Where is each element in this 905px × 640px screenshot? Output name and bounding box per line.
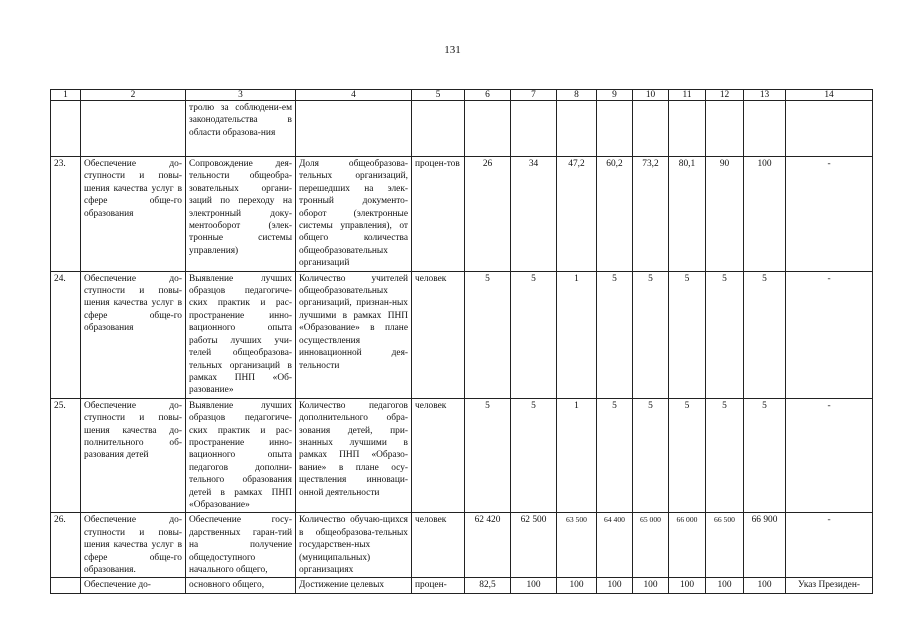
value-cell: 5	[633, 398, 669, 513]
indicator-cell: Количество педагогов дополнительного обра-зования детей, при-знанных лучшими в рамках ПНП «Образо-вание» в плане осу-ществления инноваци-онной деятельности	[296, 398, 412, 513]
column-number: 1	[51, 90, 81, 101]
value-cell: 5	[669, 271, 706, 398]
basis-cell: -	[786, 398, 873, 513]
value-cell	[706, 101, 744, 157]
row-number: 25.	[51, 398, 81, 513]
row-number: 23.	[51, 157, 81, 272]
column-number: 12	[706, 90, 744, 101]
value-cell: 100	[744, 157, 786, 272]
goal-cell: Обеспечение до-ступности и повы-шения качества услуг в сфере обще-го образования	[81, 271, 186, 398]
activity-cell: тролю за соблюдени-ем законодательства в области образова-ния	[186, 101, 296, 157]
value-cell: 65 000	[633, 513, 669, 578]
row-number	[51, 101, 81, 157]
column-number: 14	[786, 90, 873, 101]
value-cell: 100	[597, 578, 633, 593]
value-cell: 60,2	[597, 157, 633, 272]
value-cell: 47,2	[557, 157, 597, 272]
value-cell: 5	[744, 398, 786, 513]
indicator-cell: Достижение целевых	[296, 578, 412, 593]
value-cell: 62 420	[465, 513, 511, 578]
value-cell: 5	[706, 271, 744, 398]
value-cell: 5	[706, 398, 744, 513]
value-cell: 100	[633, 578, 669, 593]
value-cell: 66 500	[706, 513, 744, 578]
value-cell: 63 500	[557, 513, 597, 578]
basis-cell: -	[786, 271, 873, 398]
value-cell: 100	[669, 578, 706, 593]
value-cell: 100	[557, 578, 597, 593]
value-cell	[465, 101, 511, 157]
page-number: 131	[444, 44, 461, 56]
goal-cell: Обеспечение до-	[81, 578, 186, 593]
value-cell	[557, 101, 597, 157]
value-cell: 64 400	[597, 513, 633, 578]
basis-cell	[786, 101, 873, 157]
unit-cell: процен-тов	[412, 157, 465, 272]
value-cell	[597, 101, 633, 157]
column-number-header-row	[51, 90, 873, 101]
unit-cell: человек	[412, 513, 465, 578]
indicator-table	[50, 89, 873, 594]
goal-cell: Обеспечение до-ступности и повы-шения качества услуг в сфере обще-го образования.	[81, 513, 186, 578]
value-cell: 80,1	[669, 157, 706, 272]
column-number: 6	[465, 90, 511, 101]
value-cell: 82,5	[465, 578, 511, 593]
activity-cell: Сопровождение дея-тельности общеобра-зовательных органи-заций по переходу на электронный доку-ментооборот (элек-тронные системы управления)	[186, 157, 296, 272]
goal-cell	[81, 101, 186, 157]
value-cell: 5	[597, 271, 633, 398]
goal-cell: Обеспечение до-ступности и повы-шения качества услуг в сфере обще-го образования	[81, 157, 186, 272]
value-cell	[669, 101, 706, 157]
value-cell: 5	[465, 398, 511, 513]
value-cell: 100	[511, 578, 557, 593]
column-number: 7	[511, 90, 557, 101]
value-cell: 5	[597, 398, 633, 513]
basis-cell: -	[786, 513, 873, 578]
basis-cell: -	[786, 157, 873, 272]
value-cell	[744, 101, 786, 157]
value-cell: 5	[744, 271, 786, 398]
table-row	[51, 398, 873, 513]
goal-cell: Обеспечение до-ступности и повы-шения качества до-полнительного об-разования детей	[81, 398, 186, 513]
value-cell: 90	[706, 157, 744, 272]
column-number: 8	[557, 90, 597, 101]
indicator-cell: Количество учителей общеобразовательных организаций, признан-ных лучшими в рамках ПНП «Образование» в плане осуществления инновационной дея-тельности	[296, 271, 412, 398]
column-number: 13	[744, 90, 786, 101]
activity-cell: Выявление лучших образцов педагогиче-ских практик и рас-пространение инно-вационного опыта педагогов дополни-тельного образования детей в рамках ПНП «Образование»	[186, 398, 296, 513]
activity-cell: Обеспечение госу-дарственных гаран-тий на получение общедоступного начального общего,	[186, 513, 296, 578]
value-cell: 62 500	[511, 513, 557, 578]
indicator-cell: Количество обучаю-щихся в общеобразова-тельных государствен-ных (муниципальных) организациях	[296, 513, 412, 578]
table-row	[51, 157, 873, 272]
value-cell: 5	[669, 398, 706, 513]
row-number	[51, 578, 81, 593]
value-cell: 73,2	[633, 157, 669, 272]
column-number: 10	[633, 90, 669, 101]
row-number: 26.	[51, 513, 81, 578]
table-row	[51, 578, 873, 593]
unit-cell: процен-	[412, 578, 465, 593]
value-cell: 66 000	[669, 513, 706, 578]
column-number: 5	[412, 90, 465, 101]
table-row	[51, 513, 873, 578]
value-cell: 1	[557, 398, 597, 513]
value-cell: 5	[465, 271, 511, 398]
value-cell: 1	[557, 271, 597, 398]
indicator-cell	[296, 101, 412, 157]
basis-cell: Указ Президен-	[786, 578, 873, 593]
column-number: 4	[296, 90, 412, 101]
column-number: 2	[81, 90, 186, 101]
value-cell: 66 900	[744, 513, 786, 578]
unit-cell	[412, 101, 465, 157]
unit-cell: человек	[412, 398, 465, 513]
indicator-cell: Доля общеобразова-тельных организаций, перешедших на элек-тронный документо-оборот (электронные системы управления), от общего количества общеобразовательных организаций	[296, 157, 412, 272]
value-cell: 5	[511, 398, 557, 513]
table-row	[51, 101, 873, 157]
value-cell	[511, 101, 557, 157]
table-row	[51, 271, 873, 398]
column-number: 11	[669, 90, 706, 101]
value-cell: 100	[744, 578, 786, 593]
value-cell: 5	[511, 271, 557, 398]
activity-cell: Выявление лучших образцов педагогиче-ских практик и рас-пространение инно-вационного опыта работы лучших учи-телей общеобразова-тельных организаций в рамках ПНП «Об-разование»	[186, 271, 296, 398]
activity-cell: основного общего,	[186, 578, 296, 593]
value-cell: 26	[465, 157, 511, 272]
row-number: 24.	[51, 271, 81, 398]
column-number: 3	[186, 90, 296, 101]
value-cell: 34	[511, 157, 557, 272]
value-cell: 5	[633, 271, 669, 398]
unit-cell: человек	[412, 271, 465, 398]
value-cell	[633, 101, 669, 157]
value-cell: 100	[706, 578, 744, 593]
column-number: 9	[597, 90, 633, 101]
